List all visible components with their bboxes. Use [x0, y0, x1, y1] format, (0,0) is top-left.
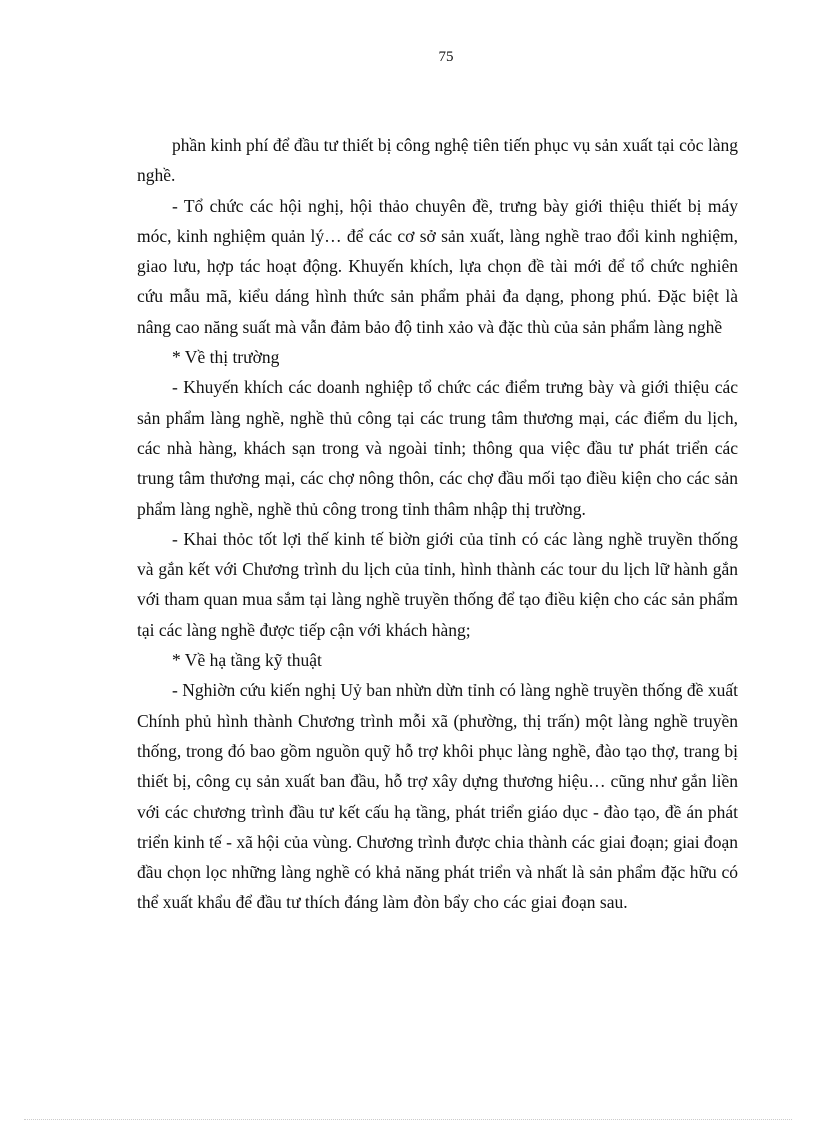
document-body [137, 130, 738, 918]
paragraph-border-tourism: - Khai thỏc tốt lợi thế kinh tế biờn giới của tỉnh có các làng nghề truyền thống và gắn kết với Chương trình du lịch của tỉnh, hình thành các tour du lịch lữ hành gắn với tham quan mua sắm tại làng nghề truyền thống để tạo điều kiện cho các sản phẩm tại các làng nghề được tiếp cận với khách hàng; [137, 528, 738, 640]
paragraph-infrastructure-program: - Nghiờn cứu kiến nghị Uỷ ban nhừn dừn tỉnh có làng nghề truyền thống đề xuất Chính phủ hình thành Chương trình mỗi xã (phường, thị trấn) một làng nghề truyền thống, trong đó bao gồm nguồn quỹ hỗ trợ khôi phục làng nghề, đào tạo thợ, trang bị thiết bị, công cụ sản xuất ban đầu, hỗ trợ xây dựng thương hiệu… cũng như gắn liền với các chương trình đầu tư kết cấu hạ tầng, phát triển giáo dục - đào tạo, đề án phát triển kinh tế - xã hội của vùng. Chương trình được chia thành các giai đoạn; giai đoạn đầu chọn lọc những làng nghề có khả năng phát triển và nhất là sản phẩm đặc hữu có thể xuất khẩu để đầu tư thích đáng làm đòn bẩy cho các giai đoạn sau. [137, 680, 738, 913]
heading-market: * Về thị trường [172, 347, 280, 368]
page-bottom-divider [24, 1119, 792, 1120]
paragraph-conferences: - Tổ chức các hội nghị, hội thảo chuyên đề, trưng bày giới thiệu thiết bị máy móc, kinh nghiệm quản lý… để các cơ sở sản xuất, làng nghề trao đổi kinh nghiệm, giao lưu, hợp tác hoạt động. Khuyến khích, lựa chọn đề tài mới để tổ chức nghiên cứu mẫu mã, kiểu dáng hình thức sản phẩm phải đa dạng, phong phú. Đặc biệt là nâng cao năng suất mà vẫn đảm bảo độ tinh xảo và đặc thù của sản phẩm làng nghề [137, 195, 738, 337]
heading-infrastructure: * Về hạ tầng kỹ thuật [172, 650, 322, 671]
paragraph-equipment-funding: phần kinh phí để đầu tư thiết bị công nghệ tiên tiến phục vụ sản xuất tại cỏc làng nghề. [137, 135, 738, 186]
page-number: 75 [438, 49, 454, 65]
paragraph-market-promotion: - Khuyến khích các doanh nghiệp tổ chức các điểm trưng bày và giới thiệu các sản phẩm làng nghề, nghề thủ công tại các trung tâm thương mại, các điểm du lịch, các nhà hàng, khách sạn trong và ngoài tỉnh; thông qua việc đầu tư phát triển các trung tâm thương mại, các chợ nông thôn, các chợ đầu mối tạo điều kiện cho các sản phẩm làng nghề, nghề thủ công trong tỉnh thâm nhập thị trường. [137, 377, 738, 519]
